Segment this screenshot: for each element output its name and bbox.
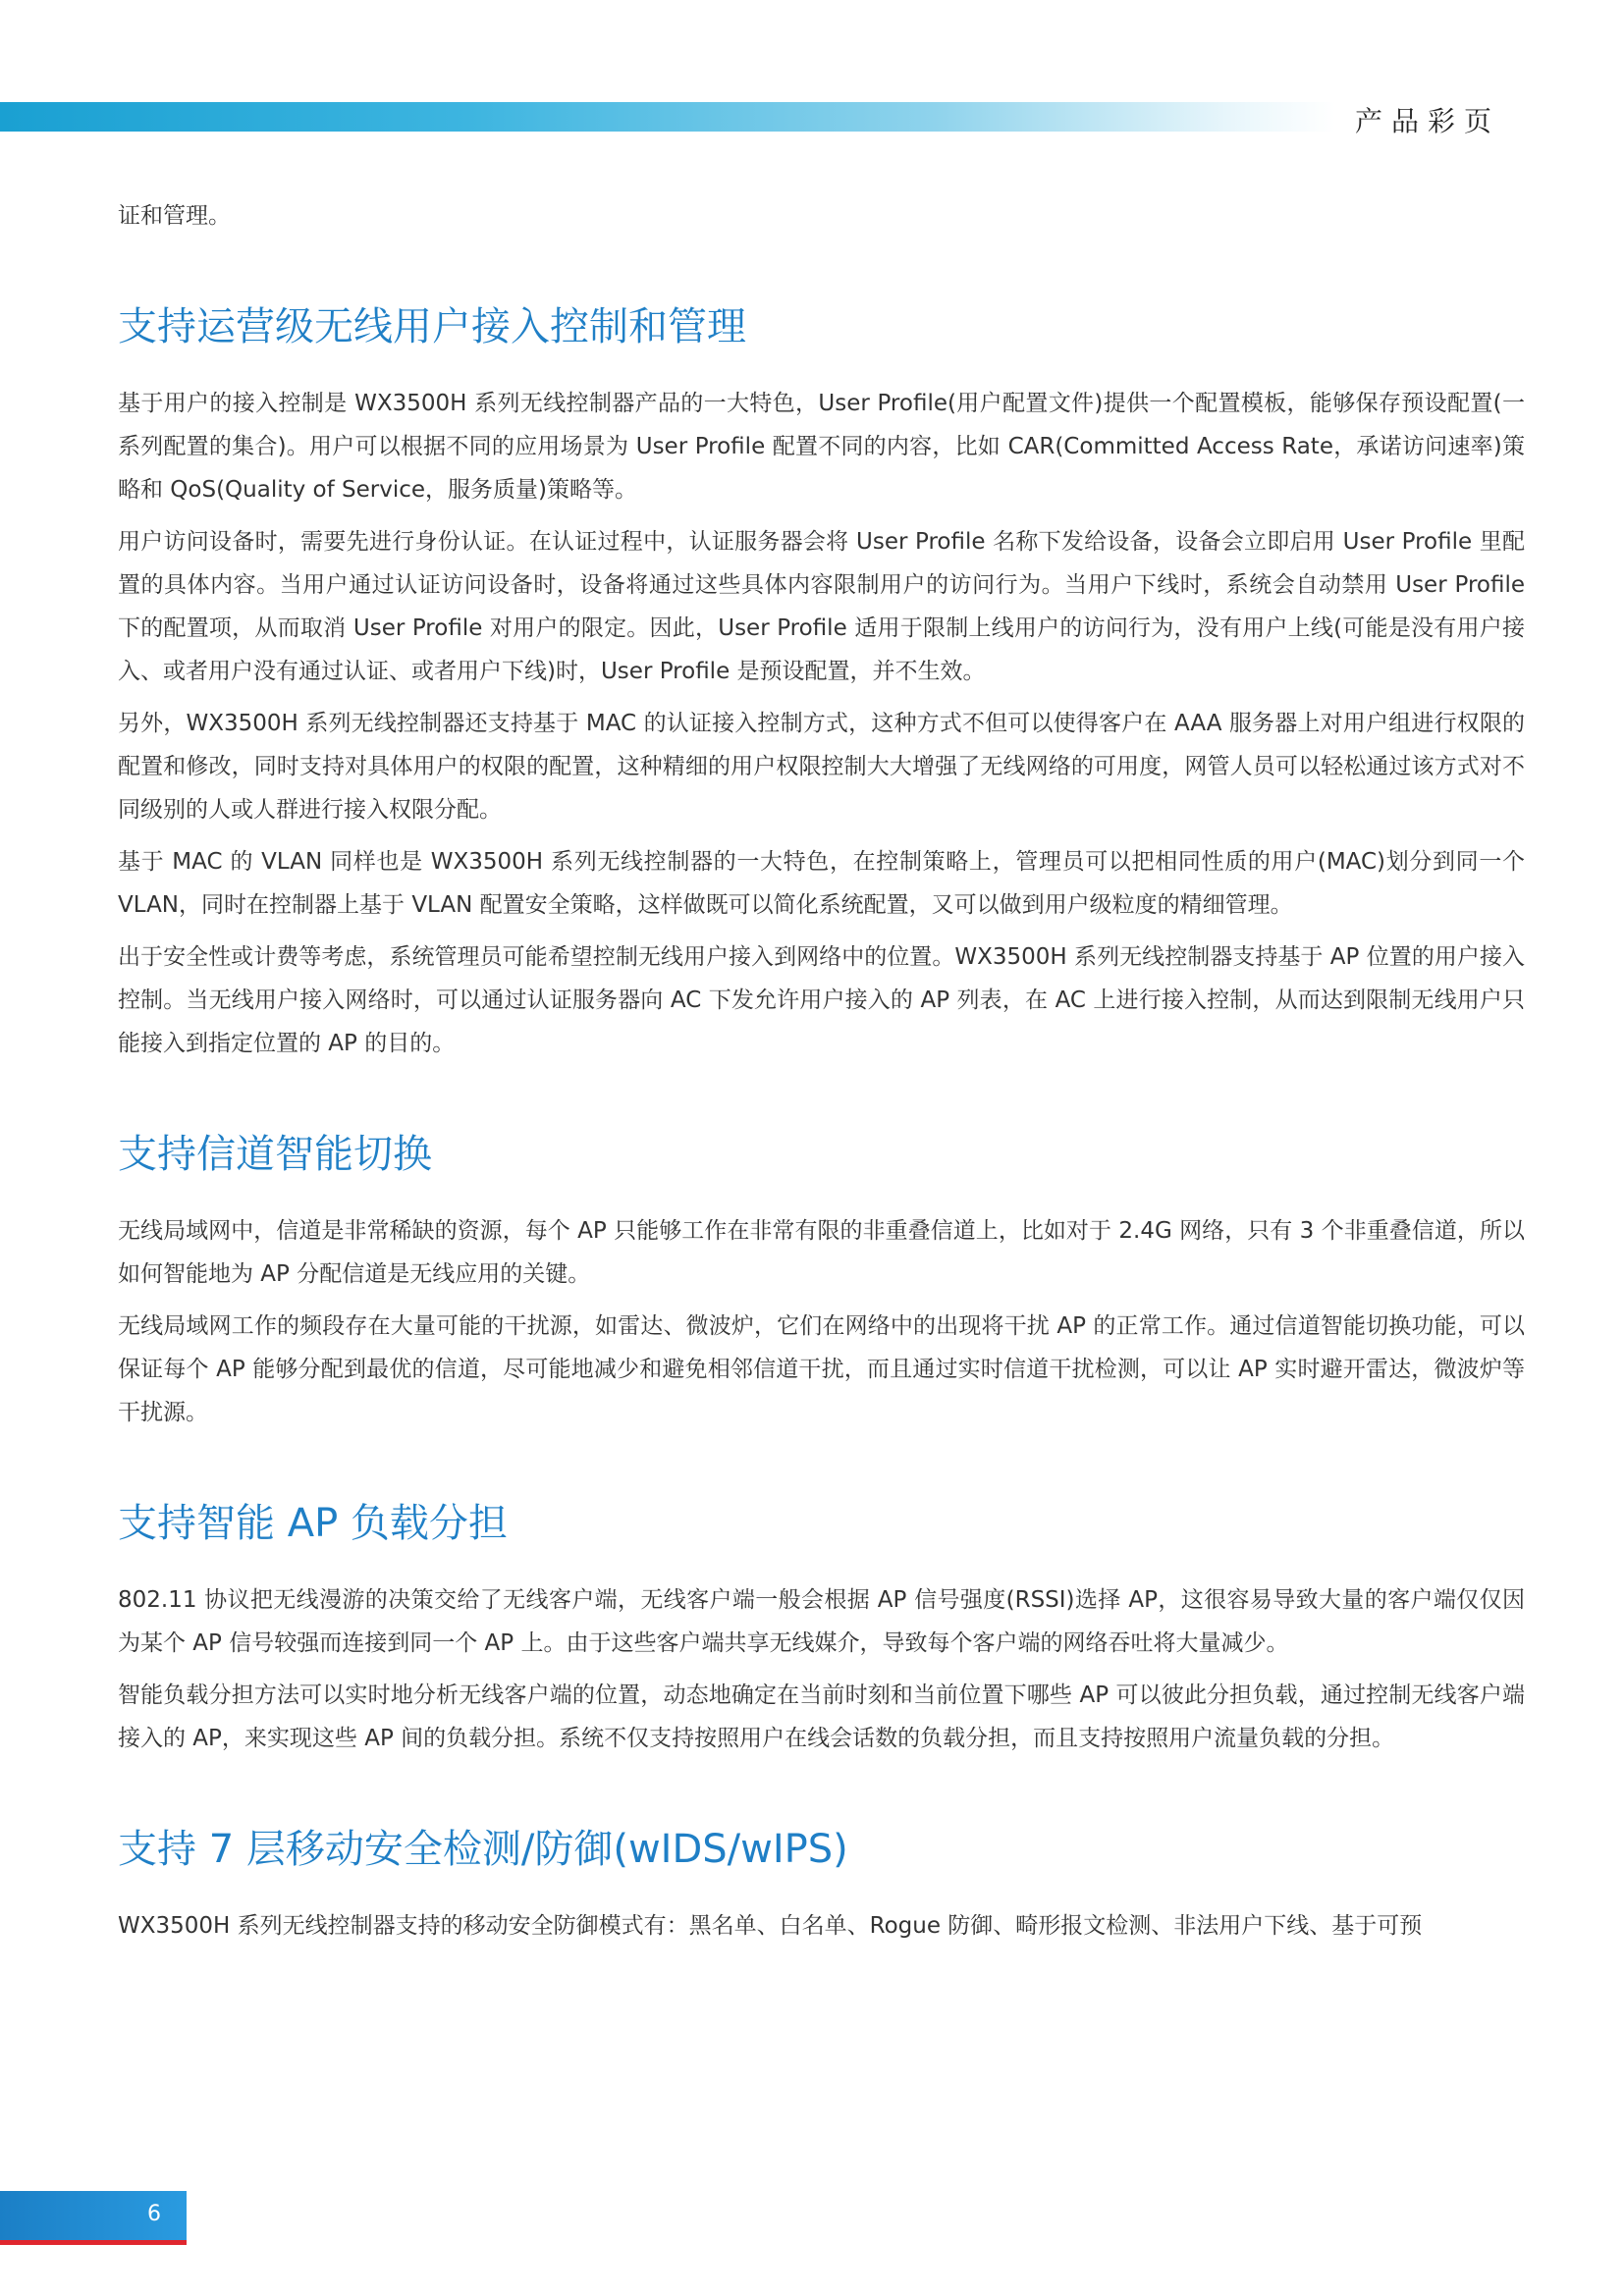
paragraph: 出于安全性或计费等考虑，系统管理员可能希望控制无线用户接入到网络中的位置。WX3500H 系列无线控制器支持基于 AP 位置的用户接入控制。当无线用户接入网络时，可以通过认证服务器向 AC 下发允许用户接入的 AP 列表，在 AC 上进行接入控制，从而达到限制无线用户只能接入到指定位置的 AP 的目的。 <box>118 944 1525 1056</box>
paragraph: 用户访问设备时，需要先进行身份认证。在认证过程中，认证服务器会将 User Profile 名称下发给设备，设备会立即启用 User Profile 里配置的具体内容。当用户通过认证访问设备时，设备将通过这些具体内容限制用户的访问行为。当用户下线时，系统会自动禁用 User Profile 下的配置项，从而取消 User Profile 对用户的限定。因此，User Profile 适用于限制上线用户的访问行为，没有用户上线(可能是没有用户接入、或者用户没有通过认证、或者用户下线)时，User Profile 是预设配置，并不生效。 <box>118 529 1525 684</box>
section-title-load-balancing: 支持智能 AP 负载分担 <box>118 1501 508 1546</box>
paragraph: 另外，WX3500H 系列无线控制器还支持基于 MAC 的认证接入控制方式，这种方式不但可以使得客户在 AAA 服务器上对用户组进行权限的配置和修改，同时支持对具体用户的权限的配置，这种精细的用户权限控制大大增强了无线网络的可用度，网管人员可以轻松通过该方式对不同级别的人或人群进行接入权限分配。 <box>118 711 1525 823</box>
paragraph: 无线局域网工作的频段存在大量可能的干扰源，如雷达、微波炉，它们在网络中的出现将干扰 AP 的正常工作。通过信道智能切换功能，可以保证每个 AP 能够分配到最优的信道，尽可能地减少和避免相邻信道干扰，而且通过实时信道干扰检测，可以让 AP 实时避开雷达，微波炉等干扰源。 <box>118 1313 1525 1425</box>
intro-paragraph: 证和管理。 <box>118 203 231 229</box>
page-content <box>118 194 1525 1956</box>
header-label: 产品彩页 <box>1354 105 1500 137</box>
section-title-wids-wips: 支持 7 层移动安全检测/防御(wIDS/wIPS) <box>118 1827 848 1872</box>
paragraph: 无线局域网中，信道是非常稀缺的资源，每个 AP 只能够工作在非常有限的非重叠信道上，比如对于 2.4G 网络，只有 3 个非重叠信道，所以如何智能地为 AP 分配信道是无线应用的关键。 <box>118 1218 1525 1287</box>
paragraph: WX3500H 系列无线控制器支持的移动安全防御模式有：黑名单、白名单、Rogue 防御、畸形报文检测、非法用户下线、基于可预 <box>118 1913 1423 1939</box>
header-gradient-bar <box>0 102 1335 132</box>
section-title-access-control: 支持运营级无线用户接入控制和管理 <box>118 304 746 349</box>
paragraph: 802.11 协议把无线漫游的决策交给了无线客户端，无线客户端一般会根据 AP 信号强度(RSSI)选择 AP，这很容易导致大量的客户端仅仅因为某个 AP 信号较强而连接到同一个 AP 上。由于这些客户端共享无线媒介，导致每个客户端的网络吞吐将大量减少。 <box>118 1587 1525 1656</box>
section-title-channel-switching: 支持信道智能切换 <box>118 1132 432 1177</box>
paragraph: 基于 MAC 的 VLAN 同样也是 WX3500H 系列无线控制器的一大特色，在控制策略上，管理员可以把相同性质的用户(MAC)划分到同一个 VLAN，同时在控制器上基于 VLAN 配置安全策略，这样做既可以简化系统配置，又可以做到用户级粒度的精细管理。 <box>118 849 1525 918</box>
paragraph: 基于用户的接入控制是 WX3500H 系列无线控制器产品的一大特色，User Profile(用户配置文件)提供一个配置模板，能够保存预设配置(一系列配置的集合)。用户可以根据不同的应用场景为 User Profile 配置不同的内容，比如 CAR(Committed Access Rate，承诺访问速率)策略和 QoS(Quality of Service，服务质量)策略等。 <box>118 391 1525 503</box>
page-number: 6 <box>147 2202 161 2226</box>
paragraph: 智能负载分担方法可以实时地分析无线客户端的位置，动态地确定在当前时刻和当前位置下哪些 AP 可以彼此分担负载，通过控制无线客户端接入的 AP，来实现这些 AP 间的负载分担。系统不仅支持按照用户在线会话数的负载分担，而且支持按照用户流量负载的分担。 <box>118 1682 1525 1751</box>
